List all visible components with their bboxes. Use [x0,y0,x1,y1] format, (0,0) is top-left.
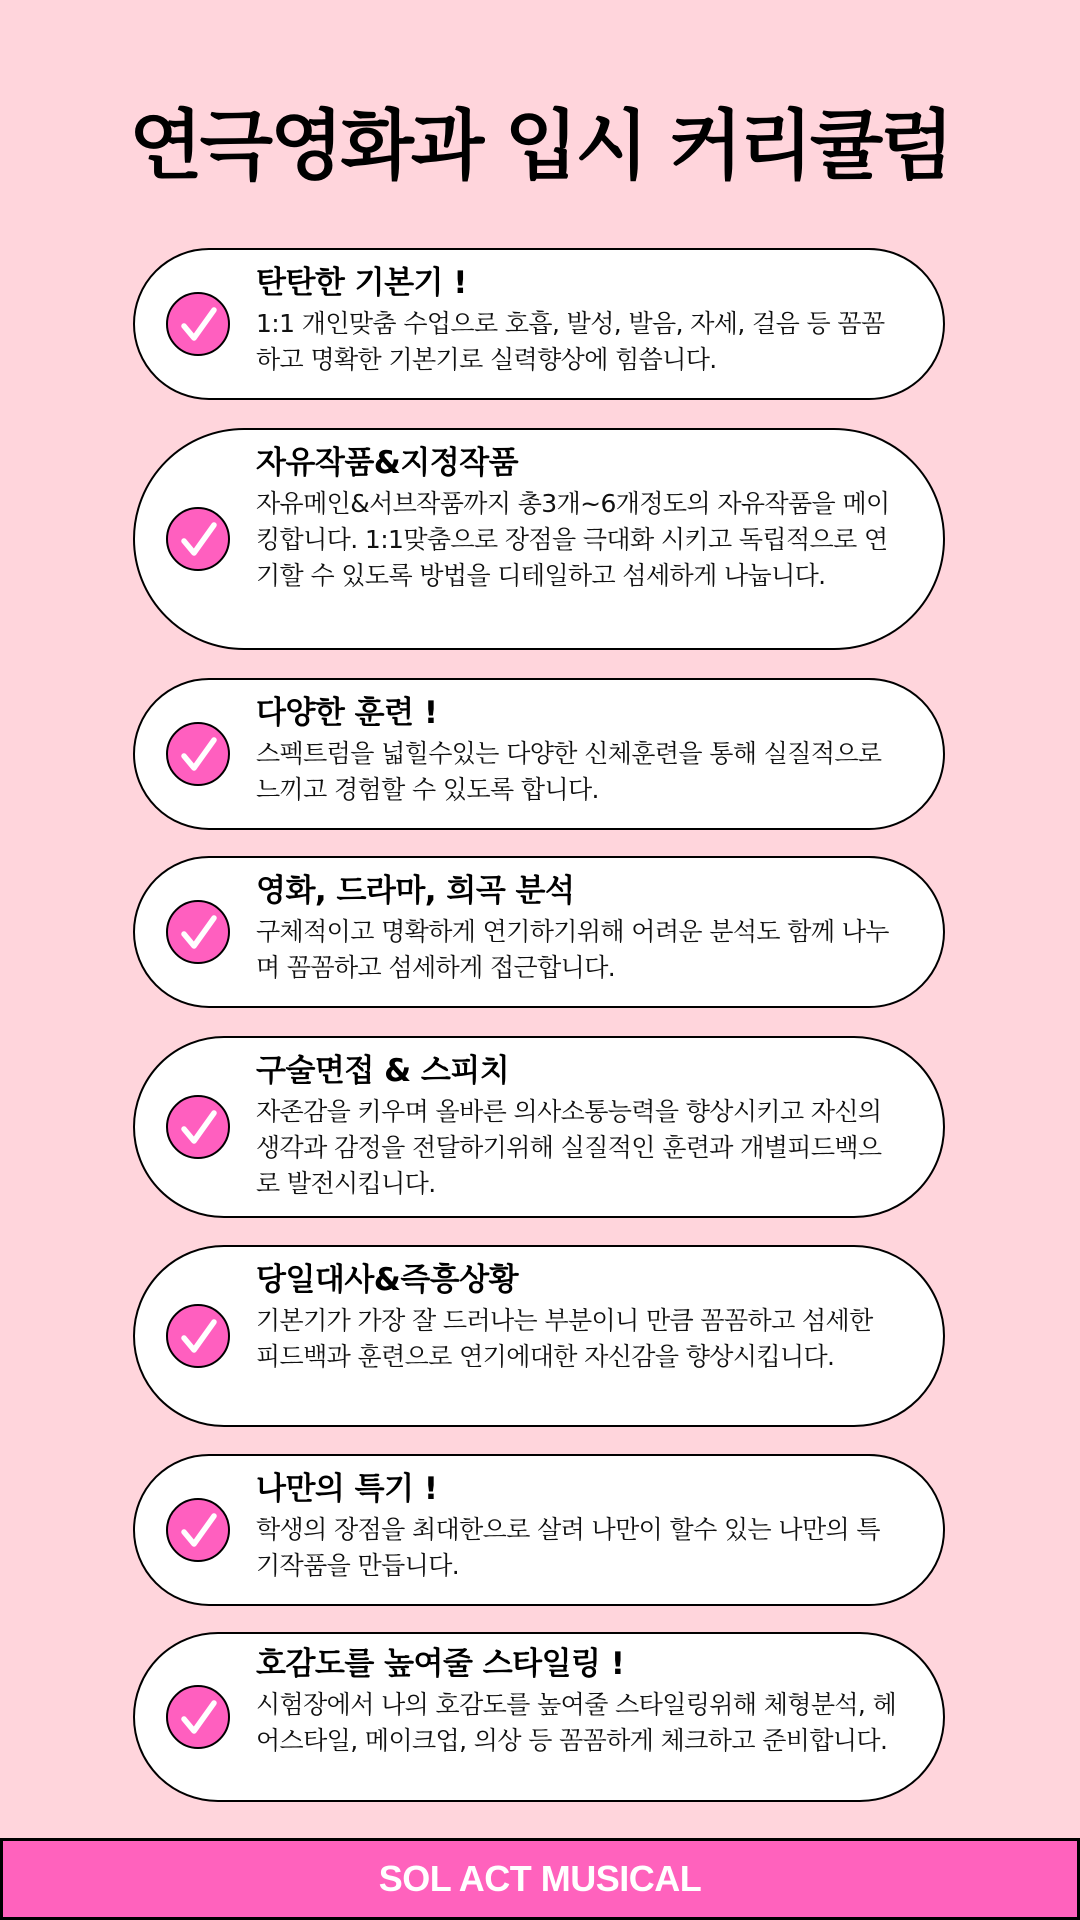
card-title: 자유작품&지정작품 [256,445,519,481]
card-description: 시험장에서 나의 호감도를 높여줄 스타일링위해 체형분석, 헤어스타일, 메이크업, 의상 등 꼼꼼하게 체크하고 준비합니다. [256,1690,897,1755]
curriculum-card-works [133,428,945,650]
curriculum-card-specialty [133,1454,945,1606]
check-circle-icon [166,1304,230,1368]
card-description: 구체적이고 명확하게 연기하기위해 어려운 분석도 함께 나누며 꼼꼼하고 섬세하게 접근합니다. [256,917,889,982]
footer-brand-banner: SOL ACT MUSICAL [0,1838,1080,1920]
curriculum-card-improv [133,1245,945,1427]
card-description: 스펙트럼을 넓힐수있는 다양한 신체훈련을 통해 실질적으로 느끼고 경험할 수 있도록 합니다. [256,739,882,804]
page-title: 연극영화과 입시 커리큘럼 [129,101,951,190]
check-circle-icon [166,1498,230,1562]
card-title: 다양한 훈련 ! [256,695,438,731]
card-description: 기본기가 가장 잘 드러나는 부분이니 만큼 꼼꼼하고 섬세한 피드백과 훈련으로 연기에대한 자신감을 향상시킵니다. [256,1306,873,1371]
check-circle-icon [166,507,230,571]
curriculum-card-styling [133,1632,945,1802]
card-title: 영화, 드라마, 희곡 분석 [256,873,575,909]
card-description: 1:1 개인맞춤 수업으로 호흡, 발성, 발음, 자세, 걸음 등 꼼꼼하고 명확한 기본기로 실력향상에 힘씁니다. [256,309,885,374]
card-description: 자유메인&서브작품까지 총3개~6개정도의 자유작품을 메이킹합니다. 1:1맞춤으로 장점을 극대화 시키고 독립적으로 연기할 수 있도록 방법을 디테일하고 섬세하게 나눕니다. [256,489,890,590]
card-title: 호감도를 높여줄 스타일링 ! [256,1646,625,1682]
card-title: 나만의 특기 ! [256,1471,438,1507]
check-circle-icon [166,292,230,356]
curriculum-card-basics [133,248,945,400]
check-circle-icon [166,1685,230,1749]
curriculum-card-interview [133,1036,945,1218]
card-description: 학생의 장점을 최대한으로 살려 나만이 할수 있는 나만의 특기작품을 만듭니다. [256,1515,880,1580]
check-circle-icon [166,900,230,964]
curriculum-card-analysis [133,856,945,1008]
curriculum-card-training [133,678,945,830]
card-description: 자존감을 키우며 올바른 의사소통능력을 향상시키고 자신의 생각과 감정을 전달하기위해 실질적인 훈련과 개별피드백으로 발전시킵니다. [256,1097,882,1198]
check-circle-icon [166,1095,230,1159]
card-title: 탄탄한 기본기 ! [256,265,467,301]
card-title: 구술면접 & 스피치 [256,1053,510,1089]
check-circle-icon [166,722,230,786]
card-title: 당일대사&즉흥상황 [256,1262,519,1298]
